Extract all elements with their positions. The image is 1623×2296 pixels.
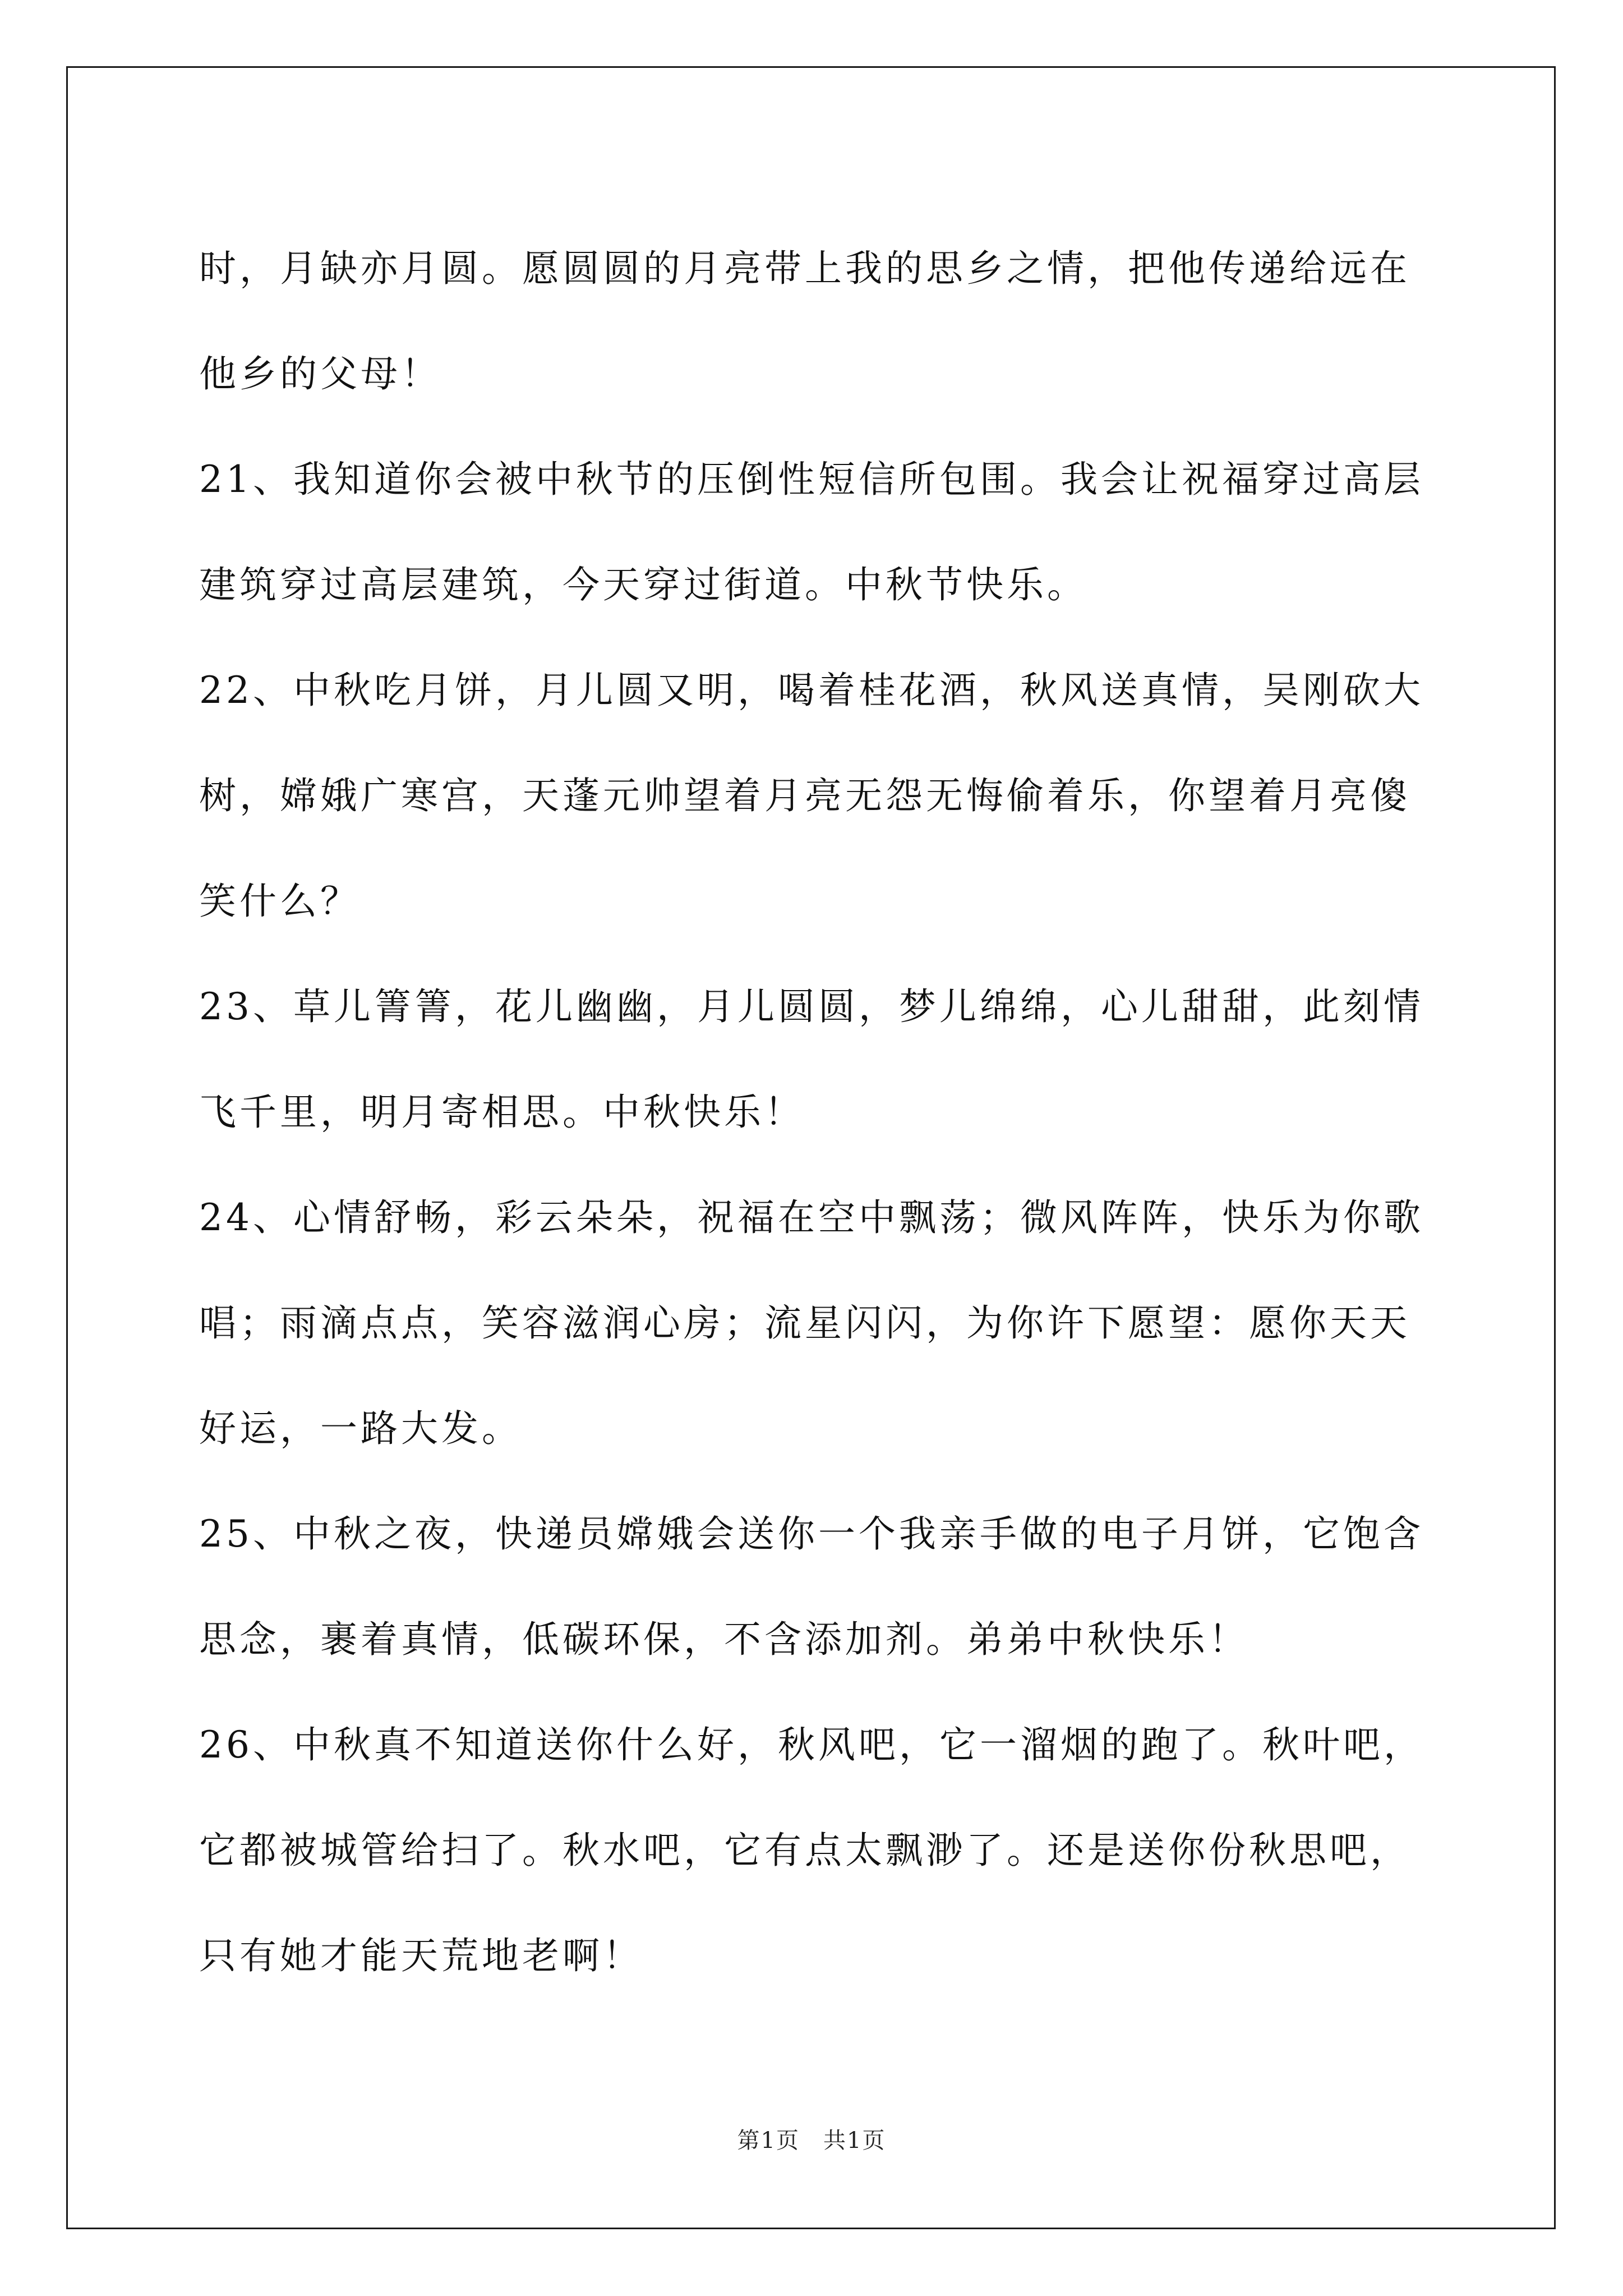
paragraph-22: 22、中秋吃月饼，月儿圆又明，喝着桂花酒，秋风送真情，吴刚砍大树，嫦娥广寒宫，天蓬元帅望着月亮无怨无悔偷着乐，你望着月亮傻笑什么？ [199,669,1424,923]
paragraph-24: 24、心情舒畅，彩云朵朵，祝福在空中飘荡；微风阵阵，快乐为你歌唱；雨滴点点，笑容滋润心房；流星闪闪，为你许下愿望：愿你天天好运，一路大发。 [199,1196,1424,1450]
paragraph-25: 25、中秋之夜，快递员嫦娥会送你一个我亲手做的电子月饼，它饱含思念，裹着真情，低碳环保，不含添加剂。弟弟中秋快乐！ [199,1512,1424,1661]
paragraph-23: 23、草儿箐箐，花儿幽幽，月儿圆圆，梦儿绵绵，心儿甜甜，此刻情飞千里，明月寄相思。中秋快乐！ [199,985,1424,1134]
paragraph-continuation: 时，月缺亦月圆。愿圆圆的月亮带上我的思乡之情，把他传递给远在他乡的父母！ [199,247,1410,395]
paragraph-26: 26、中秋真不知道送你什么好，秋风吧，它一溜烟的跑了。秋叶吧，它都被城管给扫了。秋水吧，它有点太飘渺了。还是送你份秋思吧，只有她才能天荒地老啊！ [199,1723,1424,1977]
page-number-footer: 第1页 共1页 [737,2128,886,2154]
document-body [199,216,1427,2009]
paragraph-21: 21、我知道你会被中秋节的压倒性短信所包围。我会让祝福穿过高层建筑穿过高层建筑，今天穿过街道。中秋节快乐。 [199,458,1424,606]
